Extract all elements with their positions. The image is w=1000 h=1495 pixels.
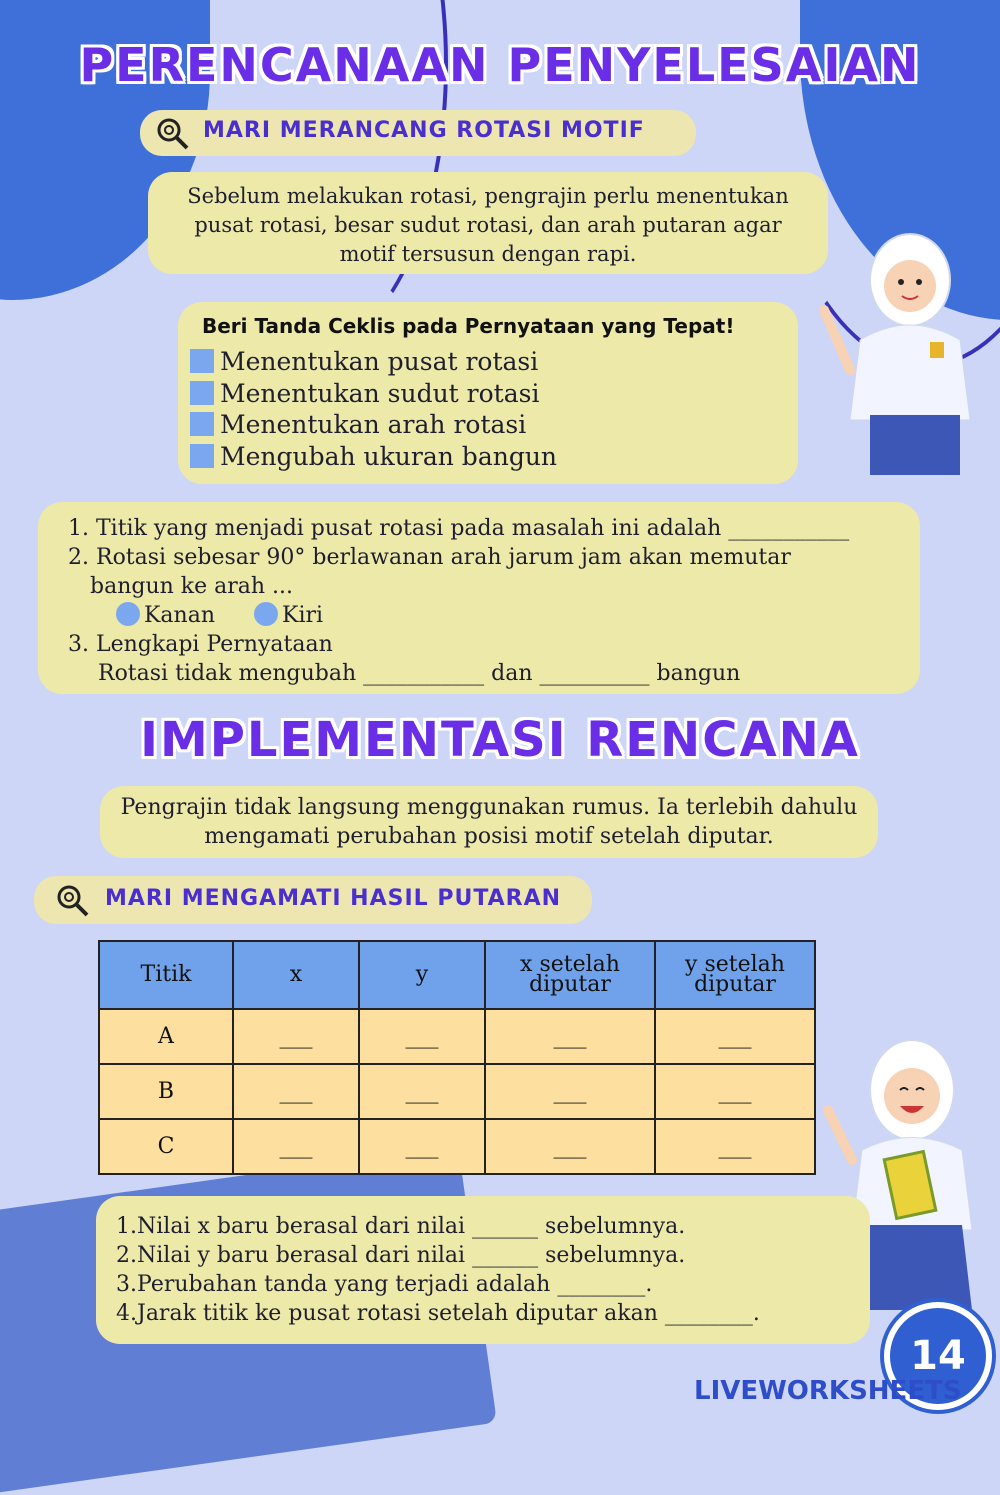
table-row [99,1009,815,1064]
checklist-item[interactable]: Menentukan pusat rotasi [190,346,557,378]
question-2: 2. Rotasi sebesar 90° berlawanan arah jarum jam akan memutar [68,545,791,570]
question-item: 4.Jarak titik ke pusat rotasi setelah diputar akan ________. [116,1301,760,1326]
table-header-row [99,941,815,1009]
table-input-cell[interactable]: ___ [359,1064,485,1119]
option-kanan[interactable]: Kanan [116,603,215,628]
table-input-cell[interactable]: ___ [485,1064,655,1119]
question-item: 3.Perubahan tanda yang terjadi adalah ________. [116,1272,653,1297]
checklist-box [178,302,798,484]
radio-button[interactable] [254,602,278,626]
table-input-cell[interactable]: ___ [233,1119,359,1174]
table-input-cell[interactable]: ___ [359,1119,485,1174]
checkbox[interactable] [190,381,214,405]
table-row [99,1119,815,1174]
table-input-cell[interactable]: ___ [655,1009,815,1064]
implementasi-text: Pengrajin tidak langsung menggunakan rumus. Ia terlebih dahulu mengamati perubahan posisi motif setelah diputar. [120,795,858,849]
page-number-badge: 14 [884,1302,992,1410]
intro-text: Sebelum melakukan rotasi, pengrajin perlu menentukan pusat rotasi, besar sudut rotasi, dan arah putaran agar motif tersusun dengan rapi. [187,184,789,266]
checklist-title: Beri Tanda Ceklis pada Pernyataan yang Tepat! [202,314,735,338]
table-input-cell[interactable]: ___ [655,1064,815,1119]
option-kiri[interactable]: Kiri [254,603,323,628]
question-3: 3. Lengkapi Pernyataan [68,632,333,657]
subtitle-merancang: MARI MERANCANG ROTASI MOTIF [203,118,645,143]
table-header: x [233,941,359,1009]
intro-box [148,172,828,274]
table-header: Titik [99,941,233,1009]
table-input-cell[interactable]: ___ [485,1119,655,1174]
table-cell: B [99,1064,233,1119]
magnifier-gear-icon [154,115,190,151]
radio-button[interactable] [116,602,140,626]
section-title-implementasi: IMPLEMENTASI RENCANA [140,712,860,768]
table-cell: C [99,1119,233,1174]
questions-box-2 [96,1196,870,1344]
table-header: y setelah diputar [655,941,815,1009]
table-input-cell[interactable]: ___ [359,1009,485,1064]
student-illustration-top [810,230,980,480]
table-input-cell[interactable]: ___ [233,1009,359,1064]
checklist-item[interactable]: Menentukan sudut rotasi [190,378,557,410]
question-2-cont: bangun ke arah ... [90,574,294,599]
checkbox[interactable] [190,444,214,468]
brand-logo[interactable]: LIVEWORKSHEETS [694,1376,962,1406]
magnifier-gear-icon [54,882,90,918]
question-1: 1. Titik yang menjadi pusat rotasi pada masalah ini adalah ___________ [68,516,850,541]
checkbox[interactable] [190,349,214,373]
table-header: x setelah diputar [485,941,655,1009]
questions-box-1 [38,502,920,694]
checklist-item[interactable]: Menentukan arah rotasi [190,409,557,441]
table-input-cell[interactable]: ___ [485,1009,655,1064]
page-title: PERENCANAAN PENYELESAIAN [79,38,921,92]
table-row [99,1064,815,1119]
table-header: y [359,941,485,1009]
table-input-cell[interactable]: ___ [233,1064,359,1119]
observation-table [98,940,816,1175]
question-3-line[interactable]: Rotasi tidak mengubah ___________ dan __________ bangun [98,661,741,686]
subtitle-mengamati: MARI MENGAMATI HASIL PUTARAN [105,886,562,911]
table-cell: A [99,1009,233,1064]
implementasi-box [100,786,878,858]
question-item: 2.Nilai y baru berasal dari nilai ______ sebelumnya. [116,1243,686,1268]
table-input-cell[interactable]: ___ [655,1119,815,1174]
question-item: 1.Nilai x baru berasal dari nilai ______ sebelumnya. [116,1214,686,1239]
checkbox[interactable] [190,412,214,436]
checklist-item[interactable]: Mengubah ukuran bangun [190,441,557,473]
